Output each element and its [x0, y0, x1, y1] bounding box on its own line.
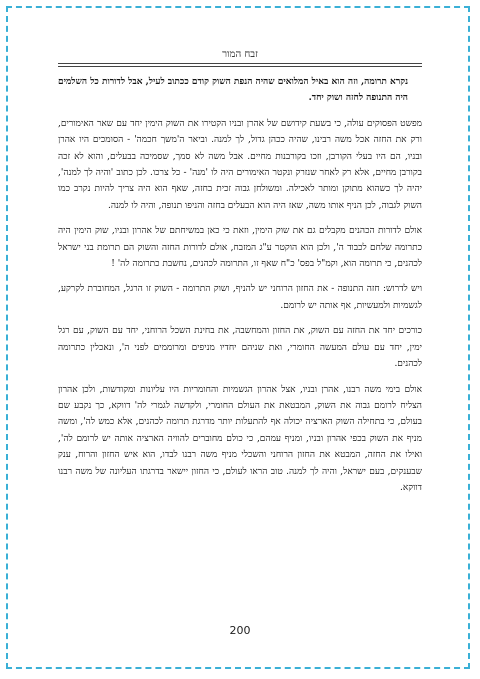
- intro-paragraph: נקרא תרומה, וזה הוא באיל המלואים שהיה הנפת השוק קודם ככתוב לעיל, אבל לדורות כל השלמים היה התנופה לחזה ושוק יחד.: [58, 77, 408, 104]
- header-rule-bottom: [58, 66, 422, 67]
- body-paragraph-3: ויש לדרוש: חזה התנופה - את החזון הרוחני יש להניף, ושוק התרומה - השוק זו הרגל, המחוברת לקרקע, לגשמיות ולמעשיות, אף אותה יש לרומם.: [58, 284, 422, 311]
- body-paragraph-1: מפשט הפסוקים עולה, כי בשעת קידושם של אהרן ובניו הקטירו את השוק הימין יחד עם שאר האימורים, ורק את החזה אכל משה רבינו, שהיה ככהן גדול, לך למנה. וביאר ה'משך חכמה' - הסומכים היו אהרן ובניו, הם היו בעלי הקורבן, וזכו בקורבנות מחיים. אבל משה לא סמך, שסמיכה בבעלים, והוא לא זכה בקורבן מחיים, אלא רק לאחר שנזרק ונקטר האימורים היה לו 'מנה' - כל צרכו. לכן כתוב 'והיה לך למנה', יהיה לך כשהוא מתוקן ומותר לאכילה. ומשולחן גבוה זכית בחזה, שאף הוא היה צריך להיות נקרב כמו השוק לגבוה, לכן הניף אותו משה, שאז היה הוא הבעלים בחזה והניפו תנופה, והיה לו למנה.: [58, 118, 422, 211]
- page-body: [58, 74, 422, 496]
- running-header-title: זבח המור: [222, 49, 258, 60]
- body-paragraph-5: אולם בימי משה רבנו, אהרן ובניו, אצל אהרון הגשמיות והחומריות היו עליונות ומקודשות, ולכן אהרון הצליח לרומם גבוה את השוק, המבטאת את העולם החומרי, ולקדשה לגמרי לה' דווקא, כך נקבע שם בעולם, כי בתחילה השוק הארציה יכולה אף להתעלות יותר מדרגת תרומה לכהנים, אלא כמש לה', ומשה מניף את השוק בכפי אהרון ובניו, ומניף עמהם, כי כולם מחוברים להוויה הארציה אותה יש לרומם לה', ואילו את החזה, המבטא את החזון הרוחני והשכלי מניף משה רבנו לבדו, הוא איש החזון והרוח, ענק שבענקים, בעם ישראל, והיה לך למנה. טוב הראו לעולם, כי החזון יישאר בדרגתו העליונה של משה רבנו דווקא.: [58, 384, 422, 493]
- page-number: 200: [229, 624, 251, 637]
- header-rule-top: [58, 63, 422, 64]
- body-paragraph-4: כורכים יחד את החזה עם השוק, את החזון והמחשבה, את בחינת השכל הרוחני, יחד עם השוק, עם רגל ימין, יחד עם עולם המעשה החומרי, ואת שניהם יחדיו מניפים ומרוממים לפני ה', ונאכלין כתרומה לכהנים.: [58, 326, 422, 370]
- body-paragraph-2: אולם לדורות הכהנים מקבלים גם את שוק הימין, וזאת כי כאן במשיחתם של אהרון ובניו, שוק הימין היה כתרומה שלחם לכבוד ה', ולכן הוא הוקטר ע"ג המזבח, אולם לדורות החזה והשוק הם תרומת בני ישראל לכהנים, כי תרומה הוא, וקמ"ל בפס' כ"ח שאף זו, התרומה לכהנים, נחשבת כתרומה לה' !: [58, 226, 422, 270]
